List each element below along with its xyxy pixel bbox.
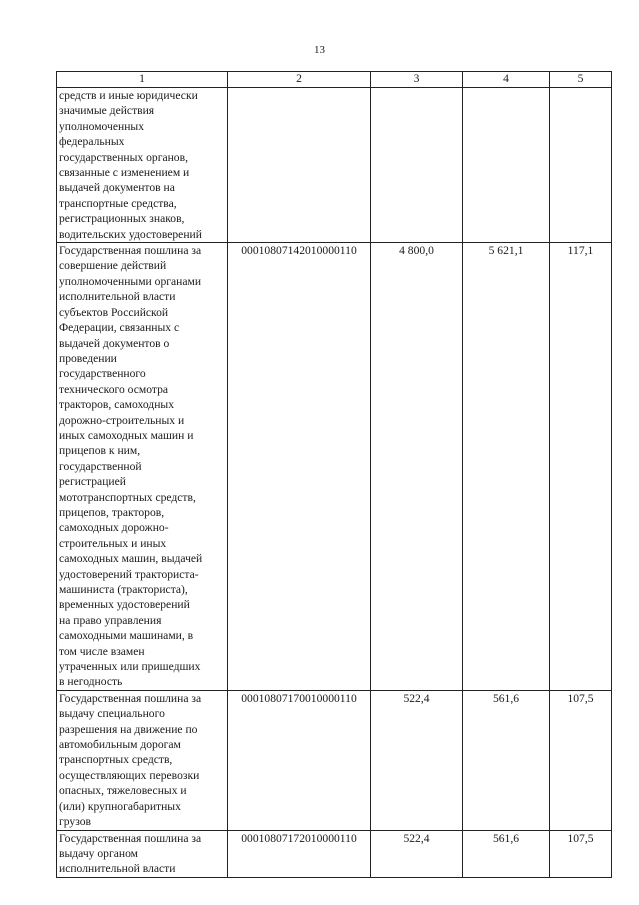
row-name-line: разрешения на движение по: [59, 722, 198, 736]
row-name-line: самоходными машинами, в: [59, 629, 194, 643]
row-name-line: транспортных средств,: [59, 753, 173, 767]
row-name-line: государственной: [59, 459, 142, 473]
row-name-line: тракторов, самоходных: [59, 398, 174, 412]
row-name-line: уполномоченных: [59, 119, 145, 133]
row-name-line: выдачу специального: [59, 707, 165, 721]
row-name-line: автомобильным дорогам: [59, 738, 181, 752]
row-name-line: проведении: [59, 351, 117, 365]
row-name-line: исполнительной власти: [59, 290, 176, 304]
header-row: [57, 72, 612, 88]
row-col5-cell: 107,5: [550, 690, 612, 830]
row-name-line: дорожно-строительных и: [59, 413, 185, 427]
row-name-line: выдачей документов на: [59, 181, 175, 195]
row-name-line: регистрацией: [59, 475, 126, 489]
row-name-line: (или) крупногабаритных: [59, 799, 181, 813]
row-name-line: Государственная пошлина за: [59, 691, 202, 705]
row-col4-cell: 561,6: [463, 690, 550, 830]
row-name-line: строительных и иных: [59, 536, 167, 550]
row-name-cell: [57, 830, 228, 877]
row-col5-cell: 117,1: [550, 243, 612, 691]
row-col4-cell: 561,6: [463, 830, 550, 877]
row-name-line: субъектов Российской: [59, 305, 169, 319]
row-name-line: грузов: [59, 815, 91, 829]
row-name-line: временных удостоверений: [59, 598, 190, 612]
row-name-line: водительских удостоверений: [59, 227, 202, 241]
table-row: [57, 243, 612, 691]
row-name-cell: [57, 88, 228, 243]
header-col-5: 5: [550, 72, 612, 88]
row-name-line: значимые действия: [59, 104, 155, 118]
table-row: [57, 830, 612, 877]
row-name-line: федеральных: [59, 135, 125, 149]
row-name-line: самоходных дорожно-: [59, 521, 169, 535]
row-col4-cell: 5 621,1: [463, 243, 550, 691]
row-name-line: уполномоченными органами: [59, 274, 202, 288]
row-name-line: утраченных или пришедших: [59, 660, 201, 674]
row-col5-cell: [550, 88, 612, 243]
row-name-cell: [57, 243, 228, 691]
row-code-cell: 00010807172010000110: [228, 830, 371, 877]
row-name-line: машиниста (тракториста),: [59, 583, 188, 596]
row-name-line: на право управления: [59, 613, 162, 627]
header-col-4: 4: [463, 72, 550, 88]
row-name-line: осуществляющих перевозки: [59, 768, 200, 782]
row-name-line: связанные с изменением и: [59, 166, 190, 180]
row-name-line: иных самоходных машин и: [59, 428, 194, 442]
header-col-1: 1: [57, 72, 228, 88]
row-code-cell: 00010807142010000110: [228, 243, 371, 691]
row-col3-cell: 4 800,0: [371, 243, 463, 691]
row-code-cell: [228, 88, 371, 243]
row-name-line: самоходных машин, выдачей: [59, 552, 203, 566]
table-row: [57, 690, 612, 830]
row-col5-cell: 107,5: [550, 830, 612, 877]
row-name-line: регистрационных знаков,: [59, 212, 185, 226]
row-col3-cell: 522,4: [371, 690, 463, 830]
row-name-line: выдачу органом: [59, 846, 138, 860]
row-name-line: в негодность: [59, 675, 123, 689]
row-name-line: прицепов к ним,: [59, 444, 141, 458]
revenue-table: [56, 71, 612, 878]
row-name-line: прицепов, тракторов,: [59, 505, 165, 519]
row-code-cell: 00010807170010000110: [228, 690, 371, 830]
row-name-line: мототранспортных средств,: [59, 490, 196, 504]
row-name-line: транспортные средства,: [59, 196, 177, 210]
row-col4-cell: [463, 88, 550, 243]
row-name-line: технического осмотра: [59, 382, 169, 396]
row-name-line: Федерации, связанных с: [59, 321, 180, 335]
row-name-line: выдачей документов о: [59, 336, 170, 350]
page-number: 13: [314, 44, 325, 56]
row-col3-cell: 522,4: [371, 830, 463, 877]
row-col3-cell: [371, 88, 463, 243]
row-name-line: государственного: [59, 367, 146, 381]
table-row: [57, 88, 612, 243]
row-name-line: опасных, тяжеловесных и: [59, 784, 187, 798]
row-name-line: исполнительной власти: [59, 862, 176, 876]
row-name-line: удостоверений тракториста-: [59, 567, 199, 581]
header-col-3: 3: [371, 72, 463, 88]
row-name-line: совершение действий: [59, 259, 167, 273]
row-name-cell: [57, 690, 228, 830]
row-name-line: Государственная пошлина за: [59, 244, 202, 258]
row-name-line: средств и иные юридически: [59, 89, 198, 102]
header-col-2: 2: [228, 72, 371, 88]
table-body: [57, 88, 612, 878]
row-name-line: государственных органов,: [59, 150, 188, 164]
row-name-line: Государственная пошлина за: [59, 831, 202, 845]
row-name-line: том числе взамен: [59, 644, 145, 658]
